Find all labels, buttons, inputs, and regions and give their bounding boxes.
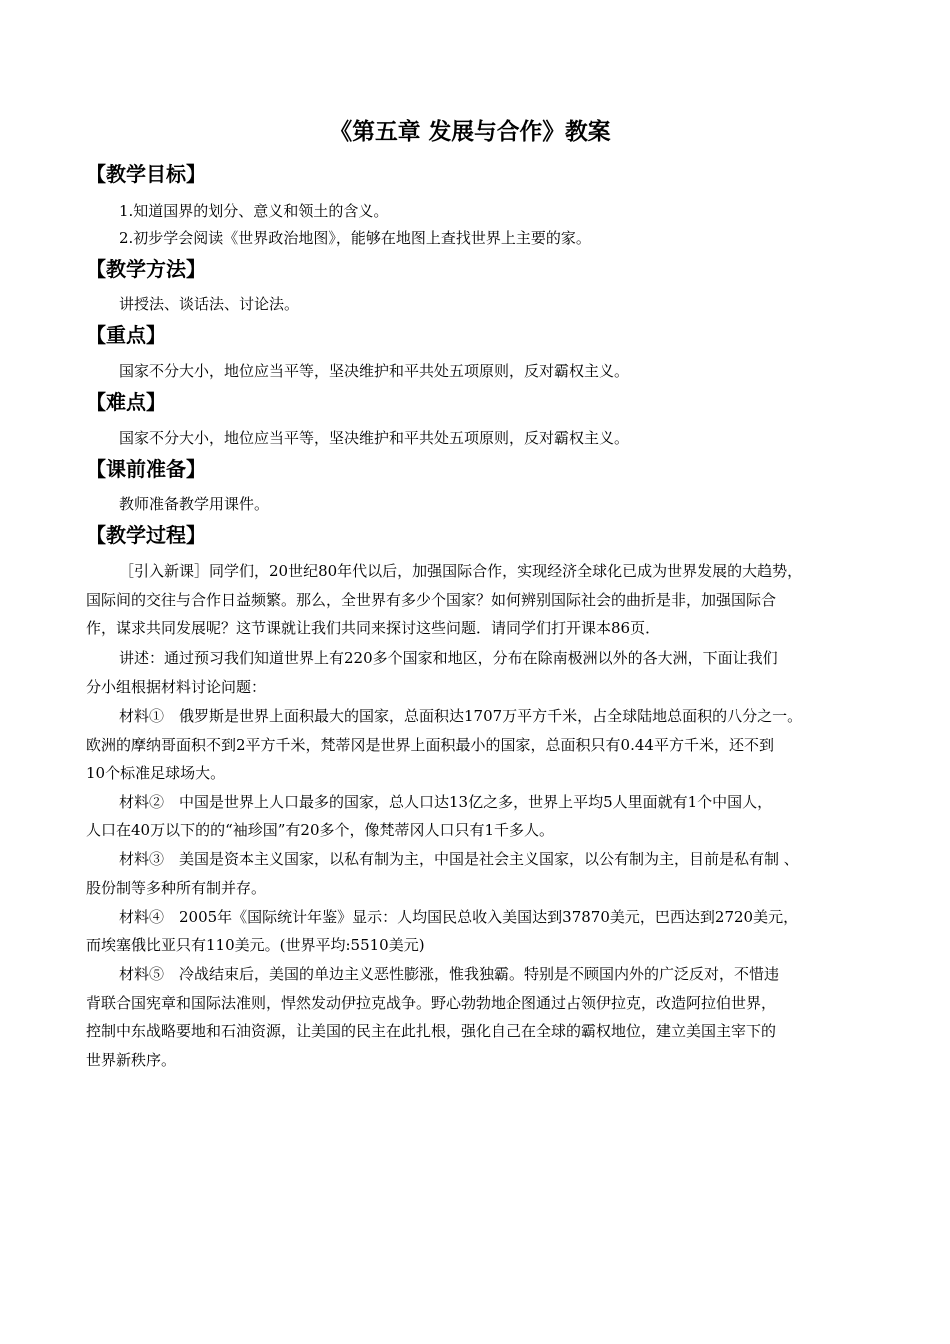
key-points-heading: 【重点】 bbox=[86, 323, 166, 347]
material-line: 控制中东战略要地和石油资源，让美国的民主在此扎根，强化自己在全球的霸权地位，建立美国主宰下的 bbox=[86, 1022, 777, 1040]
material-line: 材料④ 2005年《国际统计年鉴》显示：人均国民总收入美国达到37870美元，巴西达到2720美元， bbox=[119, 908, 799, 926]
process-line: 国际间的交往与合作日益频繁。那么，全世界有多少个国家？如何辨别国际社会的曲折是非，加强国际合 bbox=[86, 591, 777, 609]
material-line: 材料② 中国是世界上人口最多的国家，总人口达13亿之多，世界上平均5人里面就有1个中国人， bbox=[119, 793, 773, 811]
preparation-line: 教师准备教学用课件。 bbox=[119, 495, 270, 513]
material-line: 10个标准足球场大。 bbox=[86, 764, 226, 782]
preparation-heading: 【课前准备】 bbox=[86, 457, 206, 481]
difficulties-line: 国家不分大小，地位应当平等，坚决维护和平共处五项原则，反对霸权主义。 bbox=[119, 429, 630, 447]
objectives-line: 1.知道国界的划分、意义和领土的含义。 bbox=[119, 202, 389, 220]
process-heading: 【教学过程】 bbox=[86, 523, 206, 547]
methods-heading: 【教学方法】 bbox=[86, 257, 206, 281]
process-line: 分小组根据材料讨论问题： bbox=[86, 678, 267, 696]
objectives-line: 2.初步学会阅读《世界政治地图》，能够在地图上查找世界上主要的家。 bbox=[119, 229, 591, 247]
key-points-line: 国家不分大小，地位应当平等，坚决维护和平共处五项原则，反对霸权主义。 bbox=[119, 362, 630, 380]
difficulties-heading: 【难点】 bbox=[86, 390, 166, 414]
material-line: 背联合国宪章和国际法准则，悍然发动伊拉克战争。野心勃勃地企图通过占领伊拉克，改造阿拉伯世界， bbox=[86, 994, 777, 1012]
material-line: 股份制等多种所有制并存。 bbox=[86, 879, 267, 897]
methods-line: 讲授法、谈话法、讨论法。 bbox=[119, 295, 300, 313]
material-line: 而埃塞俄比亚只有110美元。(世界平均:5510美元) bbox=[86, 936, 425, 954]
material-line: 世界新秩序。 bbox=[86, 1051, 177, 1069]
objectives-heading: 【教学目标】 bbox=[86, 162, 206, 186]
material-line: 人口在40万以下的的“袖珍国”有20多个，像梵蒂冈人口只有1千多人。 bbox=[86, 821, 555, 839]
process-line: 作，谋求共同发展呢？这节课就让我们共同来探讨这些问题．请同学们打开课本86页． bbox=[86, 619, 661, 637]
material-line: 材料① 俄罗斯是世界上面积最大的国家，总面积达1707万平方千米，占全球陆地总面积的八分之一。 bbox=[119, 707, 803, 725]
material-line: 材料⑤ 冷战结束后，美国的单边主义恶性膨涨，惟我独霸。特别是不顾国内外的广泛反对，不惜违 bbox=[119, 965, 780, 983]
process-line: ［引入新课］同学们，20世纪80年代以后，加强国际合作，实现经济全球化已成为世界发展的大趋势， bbox=[119, 562, 803, 580]
document-title: 《第五章 发展与合作》教案 bbox=[329, 119, 611, 145]
process-line: 讲述：通过预习我们知道世界上有220多个国家和地区，分布在除南极洲以外的各大洲，下面让我们 bbox=[119, 649, 778, 667]
material-line: 材料③ 美国是资本主义国家，以私有制为主，中国是社会主义国家，以公有制为主，目前是私有制 、 bbox=[119, 850, 799, 868]
material-line: 欧洲的摩纳哥面积不到2平方千米，梵蒂冈是世界上面积最小的国家，总面积只有0.44平方千米，还不到 bbox=[86, 736, 774, 754]
